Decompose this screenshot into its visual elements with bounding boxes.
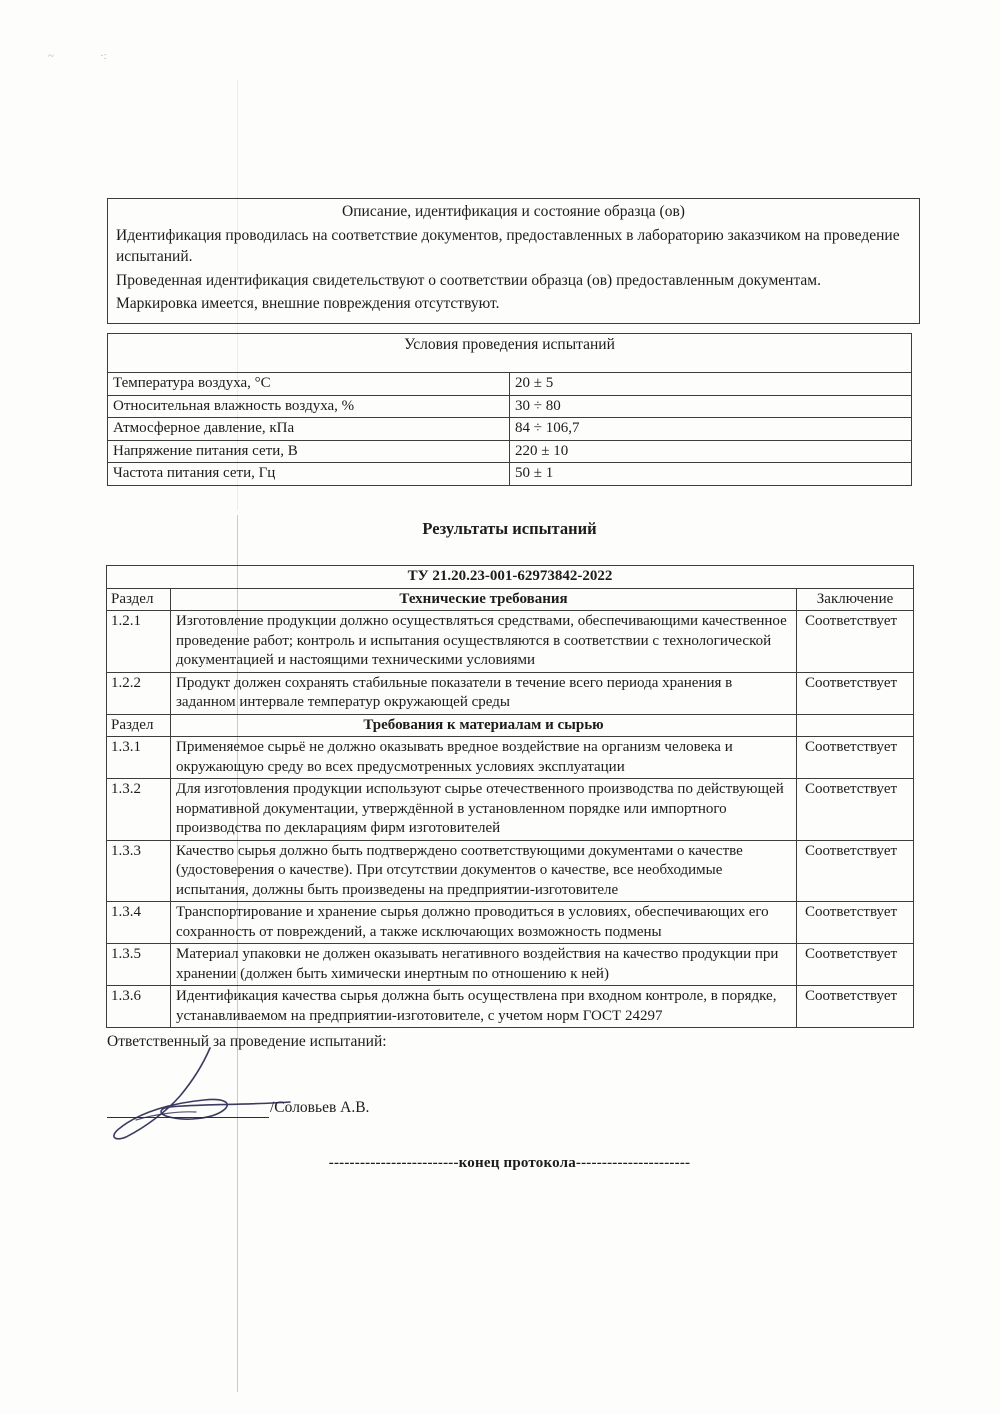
table-row	[107, 672, 914, 714]
end-of-protocol-text: -------------------------конец протокола----------------------	[328, 1155, 691, 1171]
table-row	[108, 418, 912, 441]
requirement-text: Транспортирование и хранение сырья должно проводиться в условиях, обеспечивающих его сохранность от повреждений, а также исключающих возможность подмены	[171, 902, 797, 944]
table-row	[107, 737, 914, 779]
condition-value: 220 ± 10	[510, 440, 912, 463]
conclusion-value: Соответствует	[797, 672, 914, 714]
table-row	[107, 714, 914, 737]
table-row	[107, 611, 914, 673]
signature-name: /Соловьев А.В.	[270, 1099, 370, 1116]
condition-value: 20 ± 5	[510, 373, 912, 396]
sample-description-line: Идентификация проводилась на соответствие документов, предоставленных в лабораторию заказчиком на проведение испытаний.	[116, 227, 900, 266]
test-results-table	[106, 565, 914, 1028]
requirement-text: Качество сырья должно быть подтверждено соответствующими документами о качестве (удостоверения о качестве). При отсутствии документов о качестве, все необходимые испытания, должны быть произведены на предприятии-изготовителе	[171, 840, 797, 902]
condition-label: Относительная влажность воздуха, %	[108, 395, 510, 418]
responsible-person-label: Ответственный за проведение испытаний:	[107, 1033, 387, 1050]
column-header-section: Раздел	[107, 588, 171, 611]
signature-line	[107, 1117, 269, 1118]
requirement-text: Материал упаковки не должен оказывать негативного воздействия на качество продукции при хранении (должен быть химически инертным по отношению к ней)	[171, 944, 797, 986]
table-row	[108, 334, 912, 373]
section-number: 1.3.2	[107, 779, 171, 841]
table-row	[107, 902, 914, 944]
table-row	[107, 779, 914, 841]
conclusion-value: Соответствует	[797, 840, 914, 902]
section-number: 1.3.1	[107, 737, 171, 779]
requirement-text: Продукт должен сохранять стабильные показатели в течение всего периода хранения в заданном интервале температур окружающей среды	[171, 672, 797, 714]
condition-label: Атмосферное давление, кПа	[108, 418, 510, 441]
results-heading: Результаты испытаний	[422, 519, 597, 538]
scan-artifact: ~	[48, 50, 54, 62]
table-row	[108, 440, 912, 463]
subheader-section-label: Раздел	[107, 714, 171, 737]
table-row	[107, 944, 914, 986]
section-number: 1.2.1	[107, 611, 171, 673]
condition-label: Частота питания сети, Гц	[108, 463, 510, 486]
requirement-text: Изготовление продукции должно осуществляться средствами, обеспечивающими качественное проведение работ; контроль и испытания осуществляются в соответствии с технологической документацией и настоящими техническими условиями	[171, 611, 797, 673]
section-number: 1.3.6	[107, 986, 171, 1028]
subheader-title: Требования к материалам и сырью	[171, 714, 797, 737]
table-row	[108, 463, 912, 486]
condition-value: 30 ÷ 80	[510, 395, 912, 418]
condition-label: Температура воздуха, °С	[108, 373, 510, 396]
condition-value: 50 ± 1	[510, 463, 912, 486]
conclusion-value: Соответствует	[797, 611, 914, 673]
table-row	[107, 986, 914, 1028]
table-row	[107, 840, 914, 902]
tu-standard-header: ТУ 21.20.23-001-62973842-2022	[107, 566, 914, 589]
conclusion-value: Соответствует	[797, 902, 914, 944]
table-row	[108, 373, 912, 396]
table-row	[107, 588, 914, 611]
scan-artifact: ·:	[100, 50, 107, 62]
condition-value: 84 ÷ 106,7	[510, 418, 912, 441]
section-number: 1.2.2	[107, 672, 171, 714]
column-header-requirements: Технические требования	[171, 588, 797, 611]
sample-description-line: Проведенная идентификация свидетельствуют о соответствии образца (ов) предоставленным документам.	[116, 271, 821, 289]
condition-label: Напряжение питания сети, В	[108, 440, 510, 463]
section-number: 1.3.3	[107, 840, 171, 902]
sample-description-line: Маркировка имеется, внешние повреждения отсутствуют.	[116, 295, 500, 313]
conclusion-value: Соответствует	[797, 737, 914, 779]
sample-description-title: Описание, идентификация и состояние образца (ов)	[342, 203, 685, 220]
column-header-conclusion: Заключение	[797, 588, 914, 611]
subheader-empty-cell	[797, 714, 914, 737]
requirement-text: Идентификация качества сырья должна быть осуществлена при входном контроле, в порядке, устанавливаемом на предприятии-изготовителе, с учетом норм ГОСТ 24297	[171, 986, 797, 1028]
conclusion-value: Соответствует	[797, 944, 914, 986]
test-conditions-table	[107, 333, 912, 486]
conclusion-value: Соответствует	[797, 986, 914, 1028]
table-row	[107, 566, 914, 589]
table-row	[108, 395, 912, 418]
requirement-text: Для изготовления продукции используют сырье отечественного производства по действующей нормативной документации, утверждённой в установленном порядке или импортного производства по декларациям фирм изготовителей	[171, 779, 797, 841]
handwritten-signature	[100, 1042, 350, 1152]
sample-description-box	[107, 198, 920, 324]
section-number: 1.3.4	[107, 902, 171, 944]
section-number: 1.3.5	[107, 944, 171, 986]
test-conditions-title: Условия проведения испытаний	[108, 334, 912, 373]
conclusion-value: Соответствует	[797, 779, 914, 841]
requirement-text: Применяемое сырьё не должно оказывать вредное воздействие на организм человека и окружающую среду во всех предусмотренных условиях эксплуатации	[171, 737, 797, 779]
